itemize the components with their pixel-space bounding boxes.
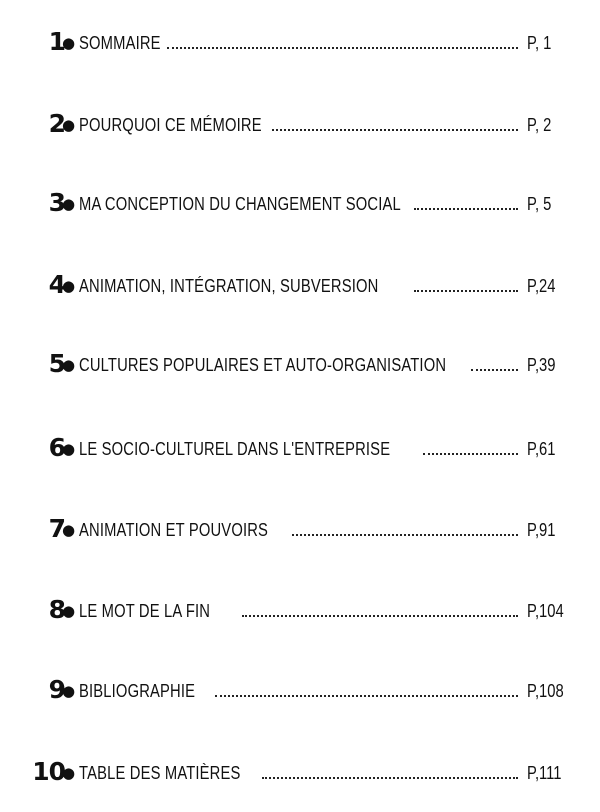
dot-leader: [423, 453, 518, 455]
dot-leader: [167, 47, 518, 49]
entry-page: P,39: [527, 355, 556, 375]
entry-title: POURQUOI CE MÉMOIRE: [79, 115, 262, 135]
toc-entry: [0, 344, 600, 384]
entry-title: ANIMATION, INTÉGRATION, SUBVERSION: [79, 276, 379, 296]
toc-entry: [0, 509, 600, 549]
toc-entry: [0, 265, 600, 305]
entry-page: P, 2: [527, 115, 552, 135]
dot-leader: [215, 695, 518, 697]
entry-number: 1: [48, 27, 65, 56]
dot-leader: [414, 290, 518, 292]
entry-page: P,24: [527, 276, 556, 296]
entry-page: P, 5: [527, 194, 552, 214]
entry-title: LE MOT DE LA FIN: [79, 601, 211, 621]
dot-leader: [471, 369, 518, 371]
entry-number: 4: [48, 270, 65, 299]
entry-title: BIBLIOGRAPHIE: [79, 681, 196, 701]
entry-title: TABLE DES MATIÈRES: [79, 763, 241, 783]
entry-title: MA CONCEPTION DU CHANGEMENT SOCIAL: [79, 194, 401, 214]
entry-page: P,104: [527, 601, 564, 621]
entry-number: 5: [48, 349, 65, 378]
entry-number: 8: [48, 595, 65, 624]
entry-title: CULTURES POPULAIRES ET AUTO-ORGANISATION: [79, 355, 447, 375]
entry-page: P,108: [527, 681, 564, 701]
entry-page: P,111: [527, 763, 562, 783]
dot-leader: [414, 208, 518, 210]
entry-number: 3: [48, 188, 65, 217]
entry-number: 2: [48, 109, 65, 138]
toc-entry: [0, 104, 600, 144]
bullet-icon: ●: [62, 440, 76, 458]
dot-leader: [262, 777, 518, 779]
dot-leader: [242, 615, 518, 617]
bullet-icon: ●: [62, 682, 76, 700]
bullet-icon: ●: [62, 602, 76, 620]
dot-leader: [292, 534, 518, 536]
entry-title: SOMMAIRE: [79, 33, 161, 53]
toc-entry: [0, 428, 600, 468]
entry-number: 6: [48, 433, 65, 462]
entry-page: P, 1: [527, 33, 552, 53]
bullet-icon: ●: [62, 116, 76, 134]
toc-entry: [0, 752, 600, 792]
bullet-icon: ●: [62, 356, 76, 374]
bullet-icon: ●: [62, 764, 76, 782]
bullet-icon: ●: [62, 277, 76, 295]
toc-entry: [0, 183, 600, 223]
entry-page: P,91: [527, 520, 556, 540]
toc-entry: [0, 22, 600, 62]
bullet-icon: ●: [62, 34, 76, 52]
bullet-icon: ●: [62, 195, 76, 213]
entry-number: 10: [32, 757, 65, 786]
bullet-icon: ●: [62, 521, 76, 539]
entry-title: LE SOCIO-CULTUREL DANS L'ENTREPRISE: [79, 439, 391, 459]
entry-page: P,61: [527, 439, 556, 459]
entry-title: ANIMATION ET POUVOIRS: [79, 520, 269, 540]
entry-number: 7: [48, 514, 65, 543]
toc-entry: [0, 590, 600, 630]
entry-number: 9: [48, 675, 65, 704]
dot-leader: [272, 129, 518, 131]
toc-entry: [0, 670, 600, 710]
